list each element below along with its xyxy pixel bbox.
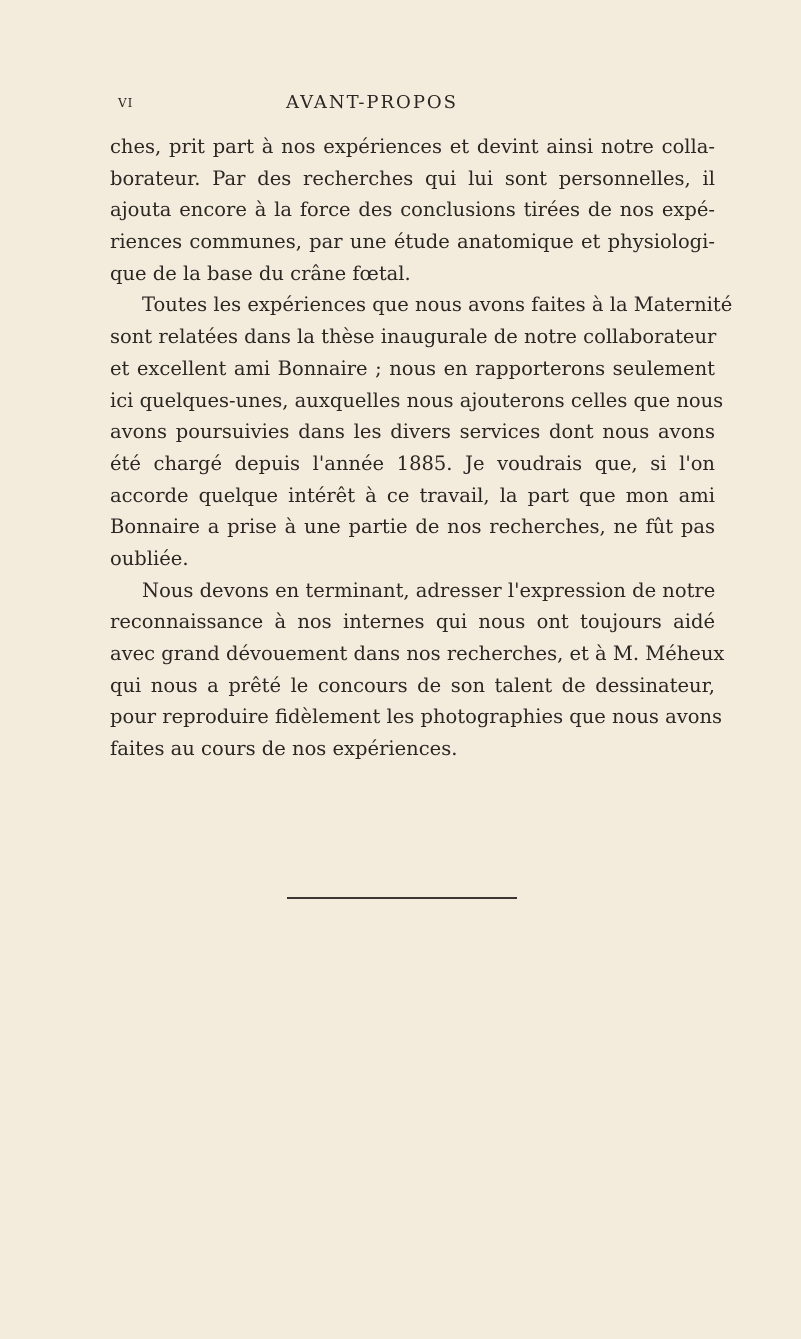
text-line: ici quelques-unes, auxquelles nous ajouterons celles que nous: [110, 388, 724, 412]
text-line: faites au cours de nos expériences.: [110, 737, 458, 761]
text-line: accorde quelque intérêt à ce travail, la part que mon ami: [110, 483, 715, 507]
running-head: [118, 92, 718, 120]
text-line: sont relatées dans la thèse inaugurale de notre collaborateur: [110, 325, 717, 349]
text-line: été chargé depuis l'année 1885. Je voudrais que, si l'on: [110, 451, 715, 475]
text-line: riences communes, par une étude anatomique et physiologi-: [110, 230, 715, 254]
text-line: que de la base du crâne fœtal.: [110, 261, 411, 285]
text-line: Nous devons en terminant, adresser l'expression de notre: [142, 578, 716, 602]
section-divider: [287, 897, 517, 899]
text-line: ajouta encore à la force des conclusions tirées de nos expé-: [110, 198, 715, 222]
text-line: avons poursuivies dans les divers services dont nous avons: [110, 420, 715, 444]
text-line: Toutes les expériences que nous avons faites à la Maternité: [142, 293, 733, 317]
text-line: borateur. Par des recherches qui lui sont personnelles, il: [110, 166, 715, 190]
text-line: pour reproduire fidèlement les photographies que nous avons: [110, 705, 723, 729]
running-title: AVANT-PROPOS: [286, 92, 459, 113]
text-line: qui nous a prêté le concours de son talent de dessinateur,: [110, 673, 715, 697]
text-line: ches, prit part à nos expériences et devint ainsi notre colla-: [110, 135, 715, 158]
text-line: reconnaissance à nos internes qui nous ont toujours aidé: [110, 610, 715, 634]
text-line: oubliée.: [110, 546, 189, 570]
text-line: et excellent ami Bonnaire ; nous en rapporterons seulement: [110, 356, 715, 380]
text-line: Bonnaire a prise à une partie de nos recherches, ne fût pas: [110, 515, 715, 539]
page-number: VI: [118, 96, 134, 110]
body-text: [110, 131, 733, 765]
text-line: avec grand dévouement dans nos recherches, et à M. Méheux: [110, 642, 725, 665]
